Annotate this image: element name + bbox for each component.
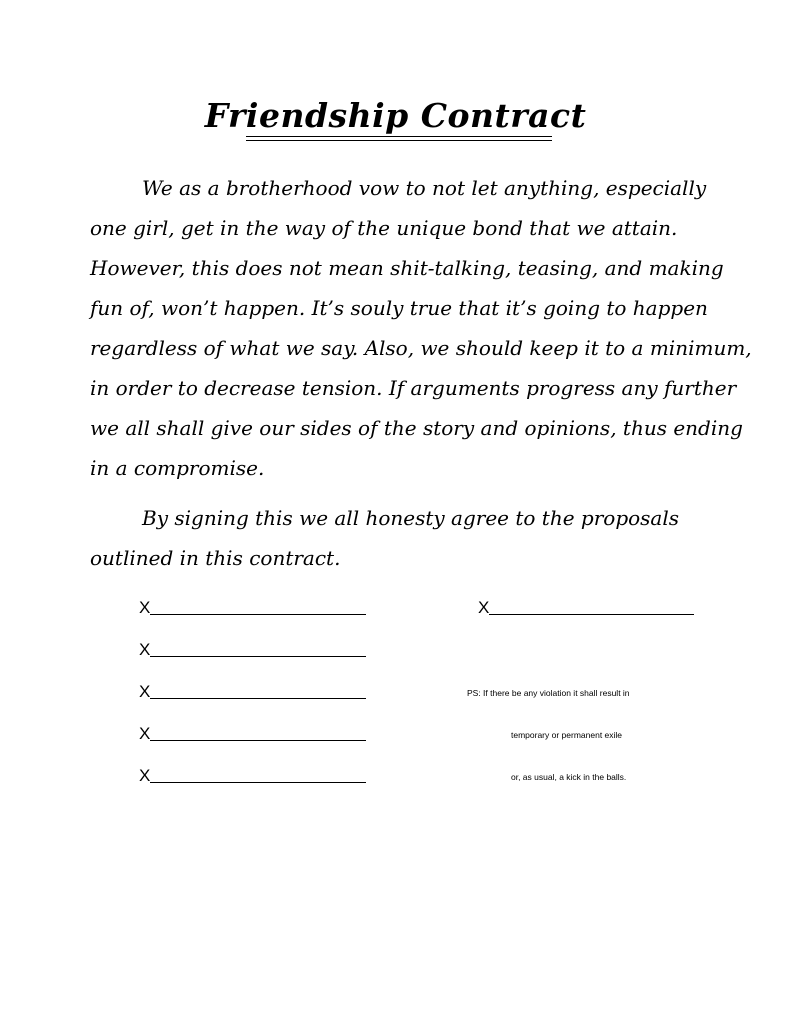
page-title: Friendship Contract (204, 96, 587, 135)
body-line: in a compromise. (90, 456, 265, 480)
ps-note-line: or, as usual, a kick in the balls. (511, 772, 627, 782)
signature-line[interactable] (139, 723, 366, 745)
title-underline-top (246, 136, 552, 137)
signature-x-marker: X (139, 766, 151, 785)
signature-x-marker: X (139, 724, 151, 743)
signature-x-marker: X (139, 682, 151, 701)
closing-line: By signing this we all honesty agree to the proposals (142, 506, 680, 530)
body-line: We as a brotherhood vow to not let anything, especially (142, 176, 707, 200)
body-line: fun of, won’t happen. It’s souly true that it’s going to happen (90, 296, 708, 320)
title-underline-bottom (246, 140, 552, 141)
body-line: in order to decrease tension. If arguments progress any further (90, 376, 737, 400)
signature-x-marker: X (139, 598, 151, 617)
body-line: regardless of what we say. Also, we should keep it to a minimum, (90, 336, 752, 360)
signature-x-marker: X (478, 598, 490, 617)
signature-x-marker: X (139, 640, 151, 659)
ps-note-line: PS: If there be any violation it shall result in (467, 688, 630, 698)
closing-line: outlined in this contract. (90, 546, 341, 570)
signature-line[interactable] (478, 597, 694, 619)
signature-line[interactable] (139, 681, 366, 703)
ps-note-line: temporary or permanent exile (511, 730, 623, 740)
signature-line[interactable] (139, 597, 366, 619)
signature-line[interactable] (139, 765, 366, 787)
body-line: However, this does not mean shit-talking, teasing, and making (90, 256, 724, 280)
body-line: we all shall give our sides of the story and opinions, thus ending (90, 416, 743, 440)
signature-line[interactable] (139, 639, 366, 661)
body-line: one girl, get in the way of the unique bond that we attain. (90, 216, 678, 240)
